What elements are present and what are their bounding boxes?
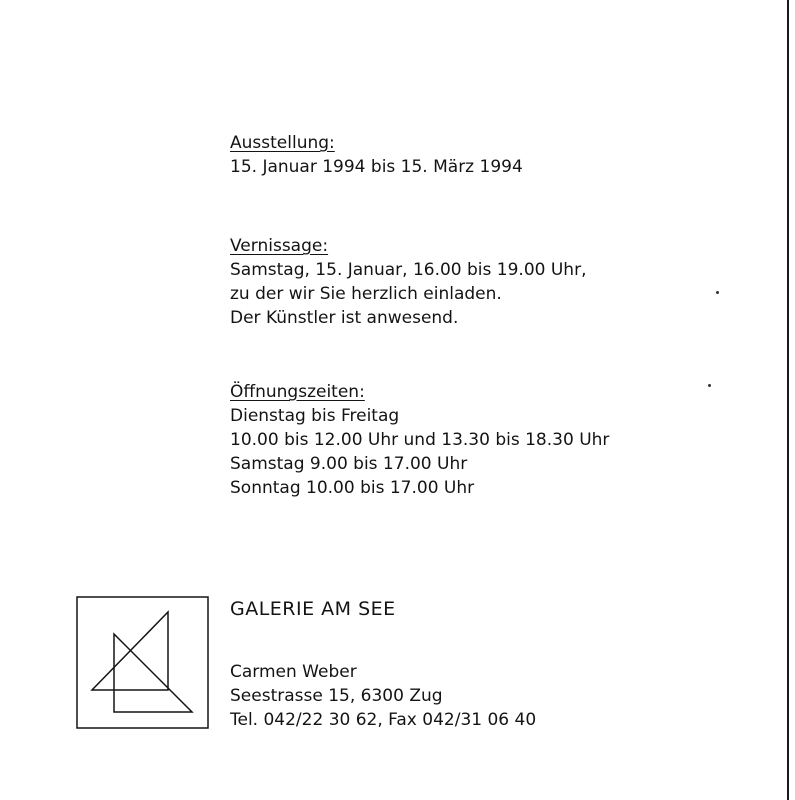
gallery-contact <box>230 660 536 732</box>
vernissage-heading: Vernissage: <box>230 236 329 256</box>
speck <box>708 384 711 387</box>
contact-person: Carmen Weber <box>230 662 357 682</box>
vernissage-line: zu der wir Sie herzlich einladen. <box>230 284 502 304</box>
page-edge-line <box>787 0 789 800</box>
vernissage-line: Der Künstler ist anwesend. <box>230 308 459 328</box>
gallery-address: Seestrasse 15, 6300 Zug <box>230 686 443 706</box>
opening-hours-line: Dienstag bis Freitag <box>230 406 400 426</box>
gallery-name: GALERIE AM SEE <box>230 598 396 620</box>
opening-hours-line: Sonntag 10.00 bis 17.00 Uhr <box>230 478 475 498</box>
exhibition-heading: Ausstellung: <box>230 133 335 153</box>
speck <box>716 291 719 294</box>
opening-hours-section <box>230 380 609 500</box>
exhibition-dates: 15. Januar 1994 bis 15. März 1994 <box>230 157 523 177</box>
opening-hours-line: 10.00 bis 12.00 Uhr und 13.30 bis 18.30 Uhr <box>230 430 610 450</box>
opening-hours-line: Samstag 9.00 bis 17.00 Uhr <box>230 454 468 474</box>
vernissage-section <box>230 234 586 330</box>
opening-hours-heading: Öffnungszeiten: <box>230 382 365 402</box>
gallery-logo <box>76 596 209 729</box>
gallery-info <box>230 598 396 620</box>
gallery-phone-fax: Tel. 042/22 30 62, Fax 042/31 06 40 <box>230 710 537 730</box>
exhibition-section <box>230 131 523 179</box>
vernissage-line: Samstag, 15. Januar, 16.00 bis 19.00 Uhr, <box>230 260 587 280</box>
